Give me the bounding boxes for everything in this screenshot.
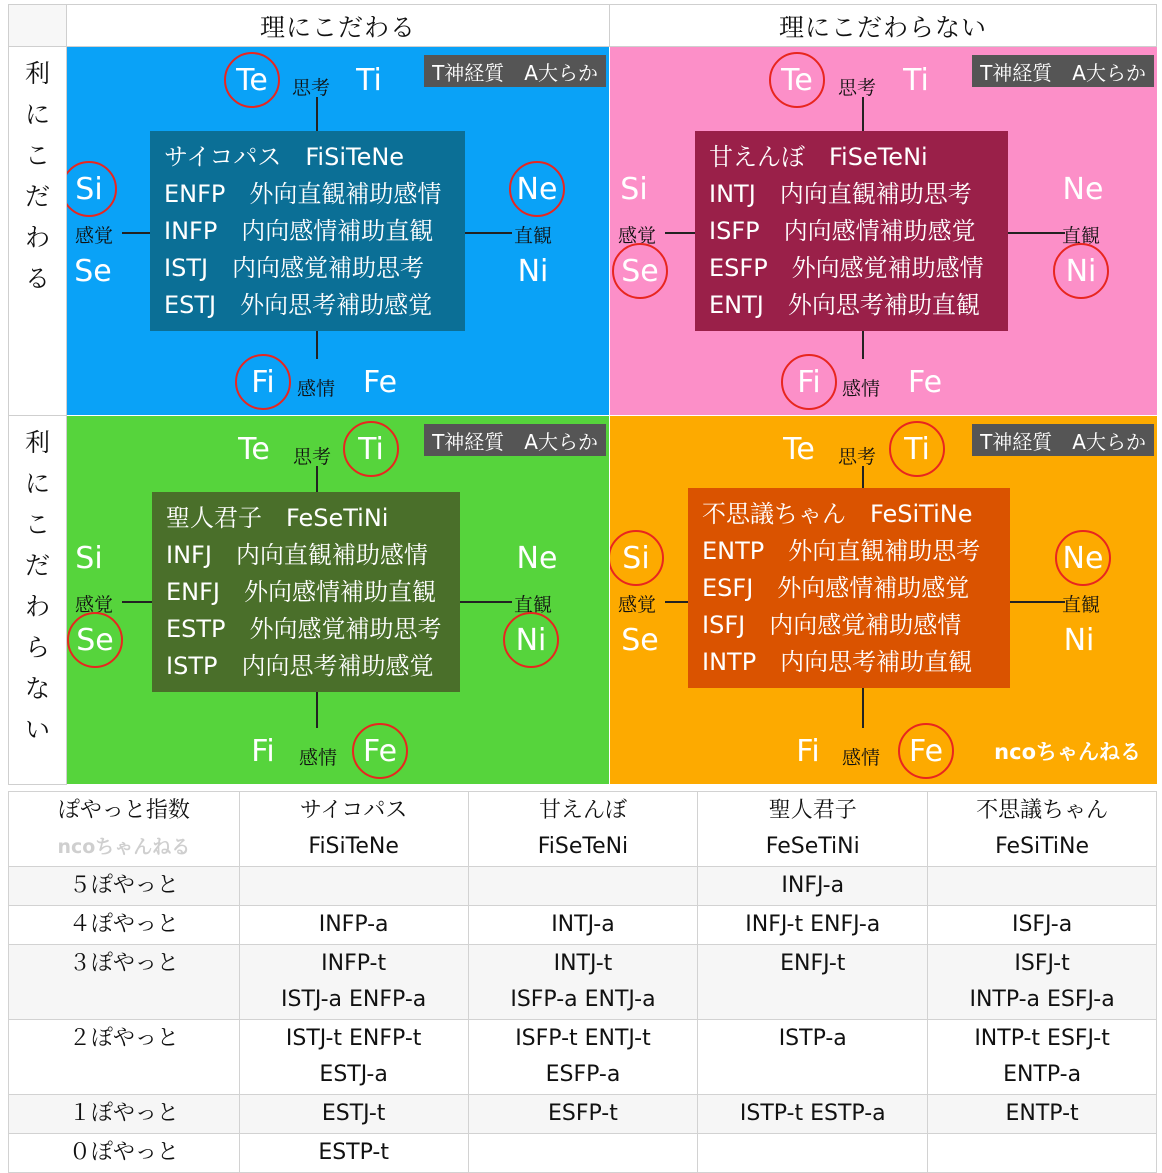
label-sense: 感覚 xyxy=(618,594,657,616)
type-title: 甘えんぼ FiSeTeNi xyxy=(709,143,928,171)
type-code: FiSeTeNi xyxy=(537,834,629,859)
quadrant-mysterious xyxy=(610,416,1157,784)
function-se: Se xyxy=(621,622,659,658)
table-row xyxy=(9,906,1157,945)
cell-line: ESTJ-a xyxy=(319,1062,388,1087)
row-header-char: 利 xyxy=(24,59,50,88)
row-label: ５ぽやっと xyxy=(9,867,240,906)
row-header-char: わ xyxy=(24,592,50,621)
table-row xyxy=(9,867,1157,906)
table-cell xyxy=(698,1020,928,1095)
cell-line: INFJ-t ENFJ-a xyxy=(745,912,881,937)
function-fe: Fe xyxy=(350,721,410,781)
cell-line: ENTP-t xyxy=(1005,1101,1079,1126)
column-header-no-logic: 理にこだわらない xyxy=(609,4,1157,47)
type-line: ISTJ 内向感覚補助思考 xyxy=(164,254,425,282)
temperament-tag: T神経質 A大らか xyxy=(424,424,606,456)
cell-line: ENFJ-t xyxy=(780,951,846,976)
type-name: 不思議ちゃん xyxy=(976,798,1109,823)
function-ti: Ti xyxy=(341,419,401,479)
type-line: ENTP 外向直観補助思考 xyxy=(702,537,981,565)
function-fe: Fe xyxy=(896,721,956,781)
function-ni: Ni xyxy=(501,610,561,670)
poyatto-index-table xyxy=(8,791,1157,1173)
table-cell xyxy=(239,1095,468,1134)
cell-line: INFP-t xyxy=(321,951,387,976)
function-ne: Ne xyxy=(1053,528,1113,588)
table-cell xyxy=(239,1134,468,1173)
function-si: Si xyxy=(67,159,119,219)
header-label-text: ぽやっと指数 xyxy=(57,798,190,823)
table-cell xyxy=(468,945,698,1020)
cell-line: INFJ-a xyxy=(781,873,845,898)
function-fe: Fe xyxy=(362,364,398,400)
label-intuit: 直観 xyxy=(1062,594,1101,616)
table-cell xyxy=(468,867,698,906)
quadrant-spoiled xyxy=(610,47,1157,415)
table-header-type xyxy=(928,792,1157,867)
type-code: FeSeTiNi xyxy=(765,834,860,859)
label-feel: 感情 xyxy=(842,378,881,400)
type-line: ESFJ 外向感情補助感覚 xyxy=(702,574,970,602)
type-line: ESTJ 外向思考補助感覚 xyxy=(164,291,433,319)
quadrant-psychopath xyxy=(67,47,609,415)
cell-line: INTJ-a xyxy=(551,912,615,937)
row-header-char: こ xyxy=(24,141,50,170)
type-line: ENTJ 外向思考補助直観 xyxy=(709,291,980,319)
function-si: Si xyxy=(75,540,103,576)
function-ti: Ti xyxy=(903,62,929,98)
function-fi: Fi xyxy=(796,733,820,769)
row-header-char: わ xyxy=(24,223,50,252)
column-header-logic: 理にこだわる xyxy=(66,4,610,47)
row-header-no-benefit xyxy=(8,415,67,785)
table-row xyxy=(9,1095,1157,1134)
type-box xyxy=(688,488,1010,688)
function-te: Te xyxy=(238,431,270,467)
cell-line: ESTP-t xyxy=(318,1140,389,1165)
table-cell xyxy=(698,1095,928,1134)
table-cell xyxy=(928,945,1157,1020)
row-header-char: に xyxy=(24,469,50,498)
function-te: Te xyxy=(783,431,815,467)
table-cell xyxy=(468,1020,698,1095)
function-fi: Fi xyxy=(251,733,275,769)
table-header-type xyxy=(698,792,928,867)
table-cell xyxy=(239,906,468,945)
type-line: INTP 内向思考補助直観 xyxy=(702,648,973,676)
table-row xyxy=(9,1020,1157,1095)
table-cell xyxy=(698,945,928,1020)
function-ne: Ne xyxy=(507,159,567,219)
row-header-benefit xyxy=(8,46,67,416)
table-cell xyxy=(468,1095,698,1134)
table-cell xyxy=(698,1134,928,1173)
table-header-type xyxy=(239,792,468,867)
type-line: ENFJ 外向感情補助直観 xyxy=(166,578,436,606)
row-header-char: ら xyxy=(24,633,50,662)
function-ni: Ni xyxy=(1051,241,1111,301)
table-cell xyxy=(928,867,1157,906)
row-header-char: 利 xyxy=(24,428,50,457)
label-think: 思考 xyxy=(838,446,877,468)
function-te: Te xyxy=(222,50,282,110)
label-think: 思考 xyxy=(293,446,332,468)
type-title: 聖人君子 FeSeTiNi xyxy=(166,504,389,532)
temperament-tag: T神経質 A大らか xyxy=(972,424,1154,456)
table-cell xyxy=(928,1095,1157,1134)
type-line: ISFJ 内向感覚補助感情 xyxy=(702,611,962,639)
function-ti: Ti xyxy=(887,419,947,479)
label-intuit: 直観 xyxy=(1062,225,1101,247)
row-label: １ぽやっと xyxy=(9,1095,240,1134)
cell-line: ESTJ-t xyxy=(321,1101,386,1126)
cell-line: ISTP-a xyxy=(778,1026,847,1051)
quadrant-saint xyxy=(67,416,609,784)
type-name: 甘えんぼ xyxy=(538,798,627,823)
function-se: Se xyxy=(610,241,670,301)
table-cell xyxy=(698,867,928,906)
row-label: ３ぽやっと xyxy=(9,945,240,1020)
row-label: ４ぽやっと xyxy=(9,906,240,945)
cell-line: INTP-t ESFJ-t xyxy=(974,1026,1110,1051)
cell-line: ISFJ-a xyxy=(1011,912,1073,937)
label-think: 思考 xyxy=(838,77,877,99)
label-intuit: 直観 xyxy=(514,594,553,616)
label-think: 思考 xyxy=(292,77,331,99)
row-header-char: だ xyxy=(24,551,50,580)
table-cell xyxy=(928,906,1157,945)
row-header-char: こ xyxy=(24,510,50,539)
table-row xyxy=(9,945,1157,1020)
type-name: サイコパス xyxy=(299,798,408,823)
function-ne: Ne xyxy=(516,540,558,576)
temperament-tag: T神経質 A大らか xyxy=(424,55,606,87)
row-header-char: る xyxy=(24,264,50,293)
row-label: ０ぽやっと xyxy=(9,1134,240,1173)
table-header-type xyxy=(468,792,698,867)
temperament-tag: T神経質 A大らか xyxy=(972,55,1154,87)
function-si: Si xyxy=(620,171,648,207)
row-label: ２ぽやっと xyxy=(9,1020,240,1095)
type-line: ENFP 外向直観補助感情 xyxy=(164,180,442,208)
type-line: ESFP 外向感覚補助感情 xyxy=(709,254,984,282)
table-cell xyxy=(698,906,928,945)
cell-line: INTP-a ESFJ-a xyxy=(969,987,1115,1012)
function-ni: Ni xyxy=(1063,622,1095,658)
label-feel: 感情 xyxy=(297,378,336,400)
table-cell xyxy=(239,1020,468,1095)
type-line: ISFP 内向感情補助感覚 xyxy=(709,217,976,245)
table-cell xyxy=(928,1134,1157,1173)
cell-line: INFP-a xyxy=(318,912,389,937)
type-box xyxy=(150,131,465,331)
row-header-char: だ xyxy=(24,182,50,211)
type-line: ESTP 外向感覚補助思考 xyxy=(166,615,442,643)
table-row xyxy=(9,1134,1157,1173)
type-name: 聖人君子 xyxy=(768,798,857,823)
label-intuit: 直観 xyxy=(514,225,553,247)
table-cell xyxy=(239,867,468,906)
label-sense: 感覚 xyxy=(75,225,114,247)
row-header-char: に xyxy=(24,100,50,129)
type-box xyxy=(152,492,460,692)
function-ti: Ti xyxy=(356,62,382,98)
function-fe: Fe xyxy=(907,364,943,400)
type-line: ISTP 内向思考補助感覚 xyxy=(166,652,434,680)
label-sense: 感覚 xyxy=(75,594,114,616)
label-feel: 感情 xyxy=(842,747,881,769)
cell-line: ISTJ-a ENFP-a xyxy=(281,987,427,1012)
cell-line: ISFP-t ENTJ-t xyxy=(515,1026,651,1051)
function-te: Te xyxy=(767,50,827,110)
cell-line: ISFP-a ENTJ-a xyxy=(510,987,656,1012)
row-header-char: な xyxy=(24,674,50,703)
cell-line: ISTJ-t ENFP-t xyxy=(285,1026,422,1051)
table-cell xyxy=(239,945,468,1020)
cell-line: ESFP-a xyxy=(545,1062,621,1087)
function-ne: Ne xyxy=(1062,171,1104,207)
watermark: ncoちゃんねる xyxy=(994,740,1141,764)
type-line: INTJ 内向直観補助思考 xyxy=(709,180,972,208)
type-line: INFP 内向感情補助直観 xyxy=(164,217,434,245)
table-header-label xyxy=(9,792,240,867)
corner-cell xyxy=(8,4,67,47)
cell-line: INTJ-t xyxy=(553,951,613,976)
type-line: INFJ 内向直観補助感情 xyxy=(166,541,428,569)
type-code: FeSiTiNe xyxy=(995,834,1090,859)
function-ni: Ni xyxy=(517,253,549,289)
label-sense: 感覚 xyxy=(618,225,657,247)
function-se: Se xyxy=(74,253,112,289)
cell-line: ENTP-a xyxy=(1003,1062,1082,1087)
label-feel: 感情 xyxy=(299,747,338,769)
cell-line: ESFP-t xyxy=(548,1101,618,1126)
type-title: 不思議ちゃん FeSiTiNe xyxy=(702,500,973,528)
table-cell xyxy=(468,1134,698,1173)
type-box xyxy=(695,131,1008,331)
table-cell xyxy=(468,906,698,945)
function-fi: Fi xyxy=(233,352,293,412)
table-cell xyxy=(928,1020,1157,1095)
row-header-char: い xyxy=(24,715,50,744)
function-si: Si xyxy=(610,528,666,588)
function-fi: Fi xyxy=(779,352,839,412)
table-header-row xyxy=(9,792,1157,867)
type-title: サイコパス FiSiTeNe xyxy=(164,143,405,171)
cell-line: ISTP-t ESTP-a xyxy=(739,1101,886,1126)
cell-line: ISFJ-t xyxy=(1014,951,1070,976)
header-watermark: ncoちゃんねる xyxy=(57,836,191,858)
type-code: FiSiTeNe xyxy=(308,834,399,859)
function-se: Se xyxy=(67,610,125,670)
